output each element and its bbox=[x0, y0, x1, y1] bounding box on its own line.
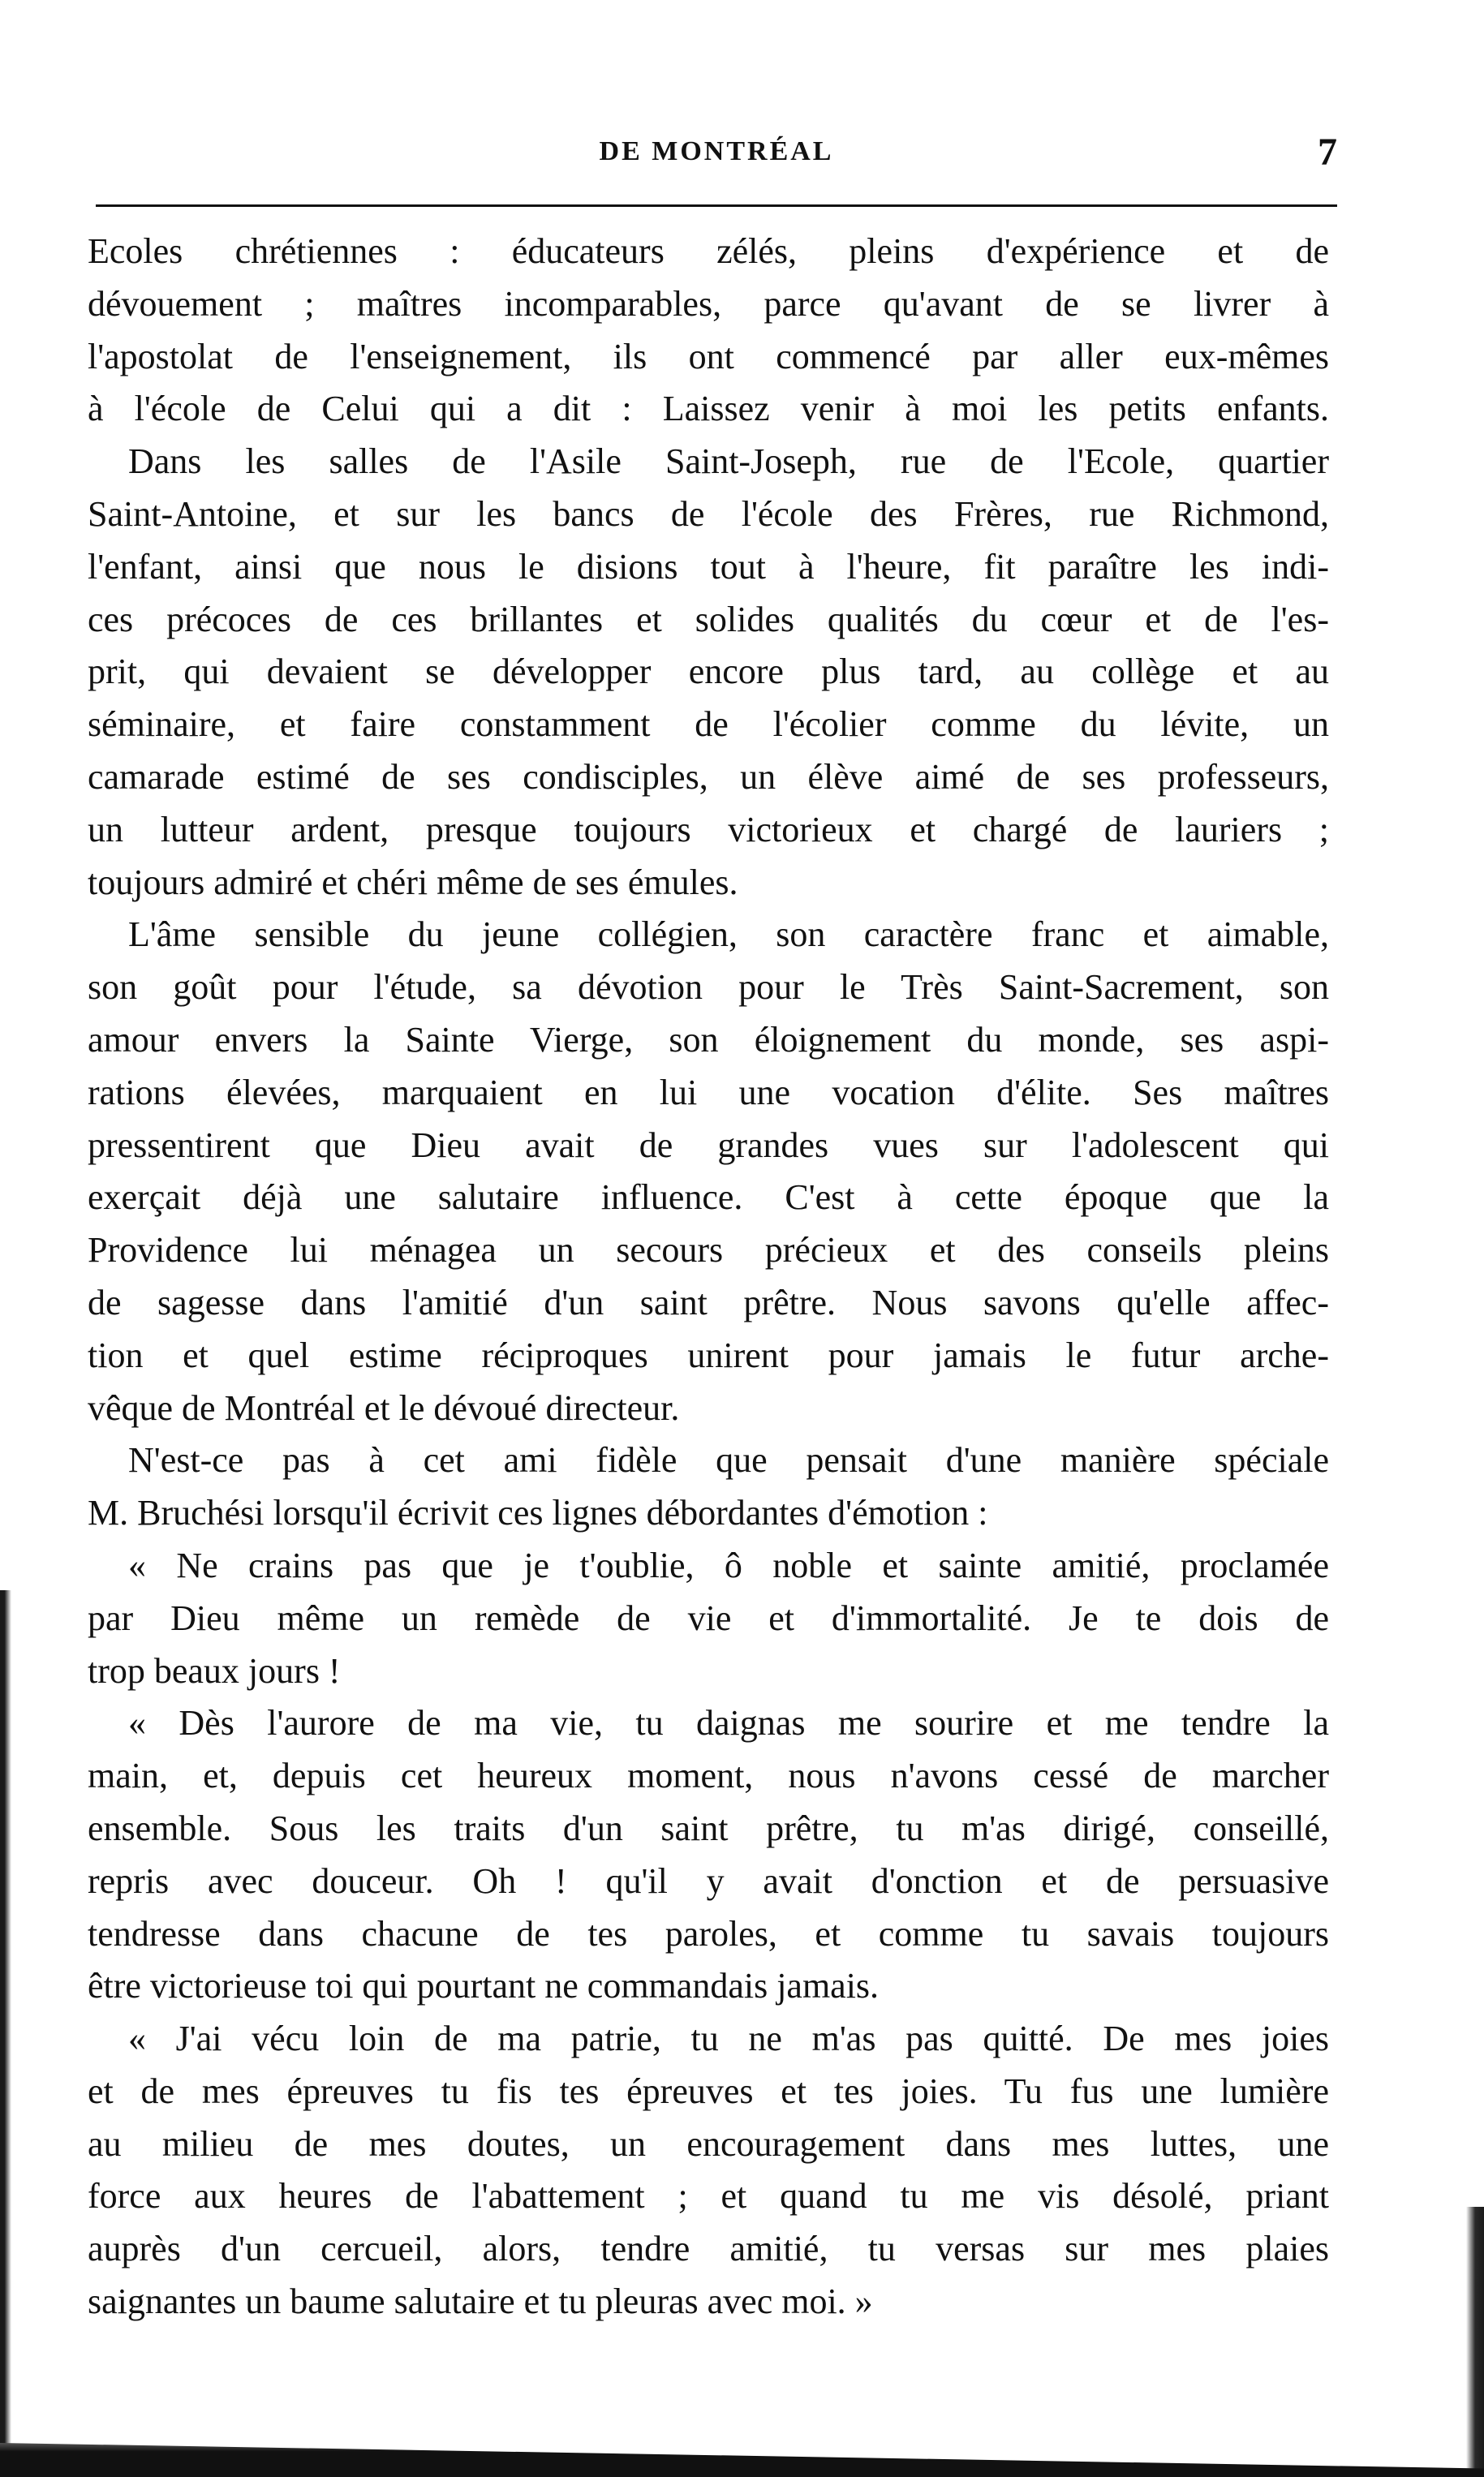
scan-shadow-left bbox=[0, 1590, 11, 2466]
text-line: Saint-Antoine, et sur les bancs de l'école des Frères, rue Richmond, bbox=[88, 493, 1329, 534]
text-line: tendresse dans chacune de tes paroles, et comme tu savais toujours bbox=[88, 1913, 1329, 1954]
scan-shadow-right bbox=[1466, 2207, 1484, 2475]
text-line: tion et quel estime réciproques unirent pour jamais le futur arche- bbox=[88, 1335, 1329, 1375]
text-line: Ecoles chrétiennes : éducateurs zélés, pleins d'expérience et de bbox=[88, 231, 1329, 271]
text-line: Dans les salles de l'Asile Saint-Joseph, rue de l'Ecole, quartier bbox=[128, 441, 1329, 482]
text-line: auprès d'un cercueil, alors, tendre amitié, tu versas sur mes plaies bbox=[88, 2229, 1329, 2269]
text-line: trop beaux jours ! bbox=[88, 1650, 341, 1691]
text-line: « Ne crains pas que je t'oublie, ô noble et sainte amitié, proclamée bbox=[128, 1545, 1329, 1585]
text-line: son goût pour l'étude, sa dévotion pour le Très Saint-Sacrement, son bbox=[88, 967, 1329, 1008]
paragraph bbox=[88, 226, 1329, 436]
header-rule bbox=[96, 204, 1337, 207]
text-line: M. Bruchési lorsqu'il écrivit ces lignes débordantes d'émotion : bbox=[88, 1493, 988, 1533]
text-line: l'apostolat de l'enseignement, ils ont commencé par aller eux-mêmes bbox=[88, 336, 1329, 376]
text-line: et de mes épreuves tu fis tes épreuves et tes joies. Tu fus une lumière bbox=[88, 2071, 1329, 2111]
text-line: de sagesse dans l'amitié d'un saint prêtre. Nous savons qu'elle affec- bbox=[88, 1282, 1329, 1322]
paragraph bbox=[88, 1434, 1329, 1540]
page-header bbox=[96, 130, 1337, 187]
text-line: repris avec douceur. Oh ! qu'il y avait d'onction et de persuasive bbox=[88, 1860, 1329, 1901]
text-line: pressentirent que Dieu avait de grandes vues sur l'adolescent qui bbox=[88, 1125, 1329, 1165]
text-line: force aux heures de l'abattement ; et quand tu me vis désolé, priant bbox=[88, 2176, 1329, 2217]
text-line: à l'école de Celui qui a dit : Laissez venir à moi les petits enfants. bbox=[88, 389, 1329, 429]
text-line: amour envers la Sainte Vierge, son éloignement du monde, ses aspi- bbox=[88, 1019, 1329, 1060]
text-line: « Dès l'aurore de ma vie, tu daignas me sourire et me tendre la bbox=[128, 1703, 1329, 1744]
text-line: être victorieuse toi qui pourtant ne commandais jamais. bbox=[88, 1966, 880, 2006]
body-text bbox=[88, 226, 1329, 2329]
text-line: prit, qui devaient se développer encore plus tard, au collège et au bbox=[88, 652, 1329, 692]
page-number: 7 bbox=[1318, 131, 1337, 174]
text-line: vêque de Montréal et le dévoué directeur. bbox=[88, 1387, 680, 1428]
text-line: ensemble. Sous les traits d'un saint prêtre, tu m'as dirigé, conseillé, bbox=[88, 1808, 1329, 1848]
text-line: N'est-ce pas à cet ami fidèle que pensait d'une manière spéciale bbox=[128, 1440, 1329, 1481]
quote-paragraph bbox=[88, 2013, 1329, 2329]
running-title: DE MONTRÉAL bbox=[599, 136, 834, 166]
text-line: toujours admiré et chéri même de ses émules. bbox=[88, 862, 738, 902]
text-line: séminaire, et faire constamment de l'écolier comme du lévite, un bbox=[88, 704, 1329, 745]
text-line: « J'ai vécu loin de ma patrie, tu ne m'as pas quitté. De mes joies bbox=[128, 2019, 1329, 2059]
text-line: l'enfant, ainsi que nous le disions tout à l'heure, fit paraître les indi- bbox=[88, 546, 1329, 587]
paragraph bbox=[88, 436, 1329, 909]
text-line: saignantes un baume salutaire et tu pleuras avec moi. » bbox=[88, 2281, 873, 2322]
paragraph bbox=[88, 909, 1329, 1434]
scan-shadow-bottom bbox=[0, 2420, 1484, 2477]
text-line: par Dieu même un remède de vie et d'immortalité. Je te dois de bbox=[88, 1598, 1329, 1638]
text-line: dévouement ; maîtres incomparables, parce qu'avant de se livrer à bbox=[88, 283, 1329, 324]
text-line: au milieu de mes doutes, un encouragement dans mes luttes, une bbox=[88, 2123, 1329, 2164]
text-line: exerçait déjà une salutaire influence. C'est à cette époque que la bbox=[88, 1177, 1329, 1218]
text-line: L'âme sensible du jeune collégien, son caractère franc et aimable, bbox=[128, 914, 1329, 955]
text-line: camarade estimé de ses condisciples, un élève aimé de ses professeurs, bbox=[88, 756, 1329, 797]
text-line: rations élevées, marquaient en lui une vocation d'élite. Ses maîtres bbox=[88, 1072, 1329, 1112]
quote-paragraph bbox=[88, 1540, 1329, 1697]
text-line: Providence lui ménagea un secours précieux et des conseils pleins bbox=[88, 1230, 1329, 1271]
text-line: un lutteur ardent, presque toujours victorieux et chargé de lauriers ; bbox=[88, 809, 1329, 849]
text-line: ces précoces de ces brillantes et solides qualités du cœur et de l'es- bbox=[88, 599, 1329, 639]
text-line: main, et, depuis cet heureux moment, nous n'avons cessé de marcher bbox=[88, 1756, 1329, 1796]
quote-paragraph bbox=[88, 1697, 1329, 2013]
